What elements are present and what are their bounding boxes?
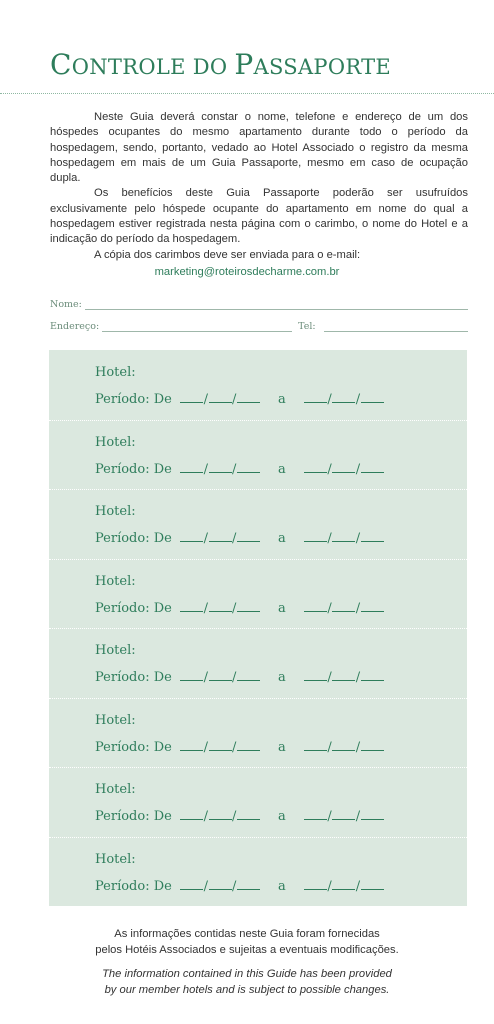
period-label: Período: — [95, 392, 150, 407]
from-month-blank[interactable] — [209, 599, 232, 612]
title-divider — [0, 93, 494, 94]
footer-en-line-2: by our member hotels and is subject to possible changes. — [104, 984, 390, 996]
to-day-blank[interactable] — [304, 807, 327, 820]
from-year-blank[interactable] — [237, 599, 260, 612]
from-year-blank[interactable] — [237, 390, 260, 403]
period-row: Período: De / / a / / — [95, 460, 384, 477]
from-year-blank[interactable] — [237, 668, 260, 681]
to-year-blank[interactable] — [361, 807, 384, 820]
to-month-blank[interactable] — [332, 529, 355, 542]
from-label: De — [153, 670, 172, 685]
name-label: Nome: — [50, 299, 82, 310]
from-year-blank[interactable] — [237, 877, 260, 890]
period-row: Período: De / / a / / — [95, 738, 384, 755]
hotel-label: Hotel: — [95, 434, 136, 450]
period-label: Período: — [95, 531, 150, 546]
period-row: Período: De / / a / / — [95, 668, 384, 685]
to-label: a — [278, 739, 286, 755]
from-label: De — [153, 878, 172, 894]
to-month-blank[interactable] — [332, 877, 355, 890]
period-label: Período: — [95, 461, 150, 477]
to-label: a — [278, 878, 286, 894]
period-label: Período: — [95, 739, 150, 755]
stay-slot-6 — [49, 698, 467, 767]
period-row: Período: De / / a / / — [95, 877, 384, 894]
stay-slot-5 — [49, 628, 467, 697]
from-year-blank[interactable] — [237, 807, 260, 820]
to-label: a — [278, 600, 286, 616]
to-year-blank[interactable] — [361, 390, 384, 403]
to-month-blank[interactable] — [332, 599, 355, 612]
from-day-blank[interactable] — [180, 390, 203, 403]
intro-paragraph-2: Os benefícios deste Guia Passaporte poderão ser usufruídos exclusivamente pelo hóspede ocupante do apartamento em nome do qual a hospedagem estiver registrada nesta página com o carimbo, o nome do Hotel e a indicação do período da hospedagem. — [50, 187, 468, 246]
from-day-blank[interactable] — [180, 529, 203, 542]
period-label: Período: — [95, 600, 150, 616]
to-month-blank[interactable] — [332, 807, 355, 820]
title-rest-2: ASSAPORTE — [253, 55, 392, 79]
stay-slot-3 — [49, 489, 467, 558]
from-month-blank[interactable] — [209, 807, 232, 820]
to-year-blank[interactable] — [361, 529, 384, 542]
from-day-blank[interactable] — [180, 877, 203, 890]
slot-divider — [49, 767, 467, 768]
hotel-label: Hotel: — [95, 573, 136, 589]
hotel-label: Hotel: — [95, 504, 136, 519]
to-month-blank[interactable] — [332, 668, 355, 681]
from-label: De — [153, 600, 172, 616]
footer-en-line-1: The information contained in this Guide has been provided — [102, 968, 392, 980]
phone-field[interactable] — [324, 322, 468, 332]
slot-divider — [49, 628, 467, 629]
contact-email: marketing@roteirosdecharme.com.br — [154, 266, 340, 278]
to-day-blank[interactable] — [304, 738, 327, 751]
stay-slot-2 — [49, 420, 467, 489]
period-label: Período: — [95, 670, 150, 685]
title-initial-p: P — [234, 48, 254, 81]
hotel-label: Hotel: — [95, 643, 136, 658]
from-year-blank[interactable] — [237, 738, 260, 751]
address-field-row — [50, 318, 468, 332]
hotel-label: Hotel: — [95, 851, 136, 867]
name-field[interactable] — [85, 300, 468, 310]
to-year-blank[interactable] — [361, 599, 384, 612]
stay-slot-4 — [49, 559, 467, 628]
from-label: De — [153, 392, 172, 407]
period-row: Período: De / / a / / — [95, 807, 384, 824]
to-year-blank[interactable] — [361, 738, 384, 751]
to-label: a — [278, 392, 286, 407]
footer-disclaimer-pt — [0, 926, 494, 958]
stay-slot-1 — [49, 350, 467, 419]
to-year-blank[interactable] — [361, 460, 384, 473]
from-month-blank[interactable] — [209, 390, 232, 403]
hotel-label: Hotel: — [95, 712, 136, 728]
to-day-blank[interactable] — [304, 529, 327, 542]
address-label: Endereço: — [50, 321, 100, 332]
slot-divider — [49, 837, 467, 838]
footer-pt-line-2: pelos Hotéis Associados e sujeitas a eventuais modificações. — [95, 944, 399, 956]
from-month-blank[interactable] — [209, 668, 232, 681]
from-month-blank[interactable] — [209, 738, 232, 751]
footer-disclaimer-en — [0, 966, 494, 998]
to-day-blank[interactable] — [304, 390, 327, 403]
from-day-blank[interactable] — [180, 807, 203, 820]
to-label: a — [278, 461, 286, 477]
from-label: De — [153, 809, 172, 824]
from-label: De — [153, 531, 172, 546]
title-initial-c: C — [50, 48, 72, 81]
slot-divider — [49, 420, 467, 421]
period-label: Período: — [95, 809, 150, 824]
from-day-blank[interactable] — [180, 460, 203, 473]
name-field-row — [50, 296, 468, 310]
stamp-panel — [49, 350, 467, 906]
from-month-blank[interactable] — [209, 529, 232, 542]
from-month-blank[interactable] — [209, 877, 232, 890]
to-label: a — [278, 531, 286, 546]
from-day-blank[interactable] — [180, 599, 203, 612]
to-day-blank[interactable] — [304, 877, 327, 890]
intro-paragraph-3: A cópia dos carimbos deve ser enviada para o e-mail: — [94, 248, 361, 261]
to-label: a — [278, 809, 286, 824]
to-month-blank[interactable] — [332, 390, 355, 403]
from-label: De — [153, 739, 172, 755]
hotel-label: Hotel: — [95, 782, 136, 797]
to-month-blank[interactable] — [332, 460, 355, 473]
to-year-blank[interactable] — [361, 668, 384, 681]
to-day-blank[interactable] — [304, 460, 327, 473]
hotel-label: Hotel: — [95, 365, 136, 380]
to-day-blank[interactable] — [304, 599, 327, 612]
page-title — [50, 48, 391, 84]
slot-divider — [49, 559, 467, 560]
from-label: De — [153, 461, 172, 477]
stay-slot-7 — [49, 767, 467, 836]
to-year-blank[interactable] — [361, 877, 384, 890]
period-row: Período: De / / a / / — [95, 390, 384, 407]
stay-slot-8 — [49, 837, 467, 906]
from-day-blank[interactable] — [180, 738, 203, 751]
intro-text — [50, 110, 468, 263]
title-rest-1: ONTROLE DO — [71, 55, 235, 79]
slot-divider — [49, 698, 467, 699]
from-year-blank[interactable] — [237, 529, 260, 542]
period-row: Período: De / / a / / — [95, 529, 384, 546]
from-month-blank[interactable] — [209, 460, 232, 473]
period-label: Período: — [95, 878, 150, 894]
to-day-blank[interactable] — [304, 668, 327, 681]
to-label: a — [278, 670, 286, 685]
address-field[interactable] — [102, 322, 292, 332]
from-year-blank[interactable] — [237, 460, 260, 473]
period-row: Período: De / / a / / — [95, 599, 384, 616]
to-month-blank[interactable] — [332, 738, 355, 751]
footer-pt-line-1: As informações contidas neste Guia foram fornecidas — [114, 928, 380, 940]
intro-paragraph-1: Neste Guia deverá constar o nome, telefone e endereço de um dos hóspedes ocupantes do mesmo apartamento durante todo o período da hospedagem, sendo, portanto, vedado ao Hotel Associado o registro da mesma hospedagem em mais de um Guia Passaporte, mesmo em caso de ocupação dupla. — [50, 111, 468, 185]
phone-label: Tel: — [298, 321, 316, 332]
slot-divider — [49, 489, 467, 490]
from-day-blank[interactable] — [180, 668, 203, 681]
